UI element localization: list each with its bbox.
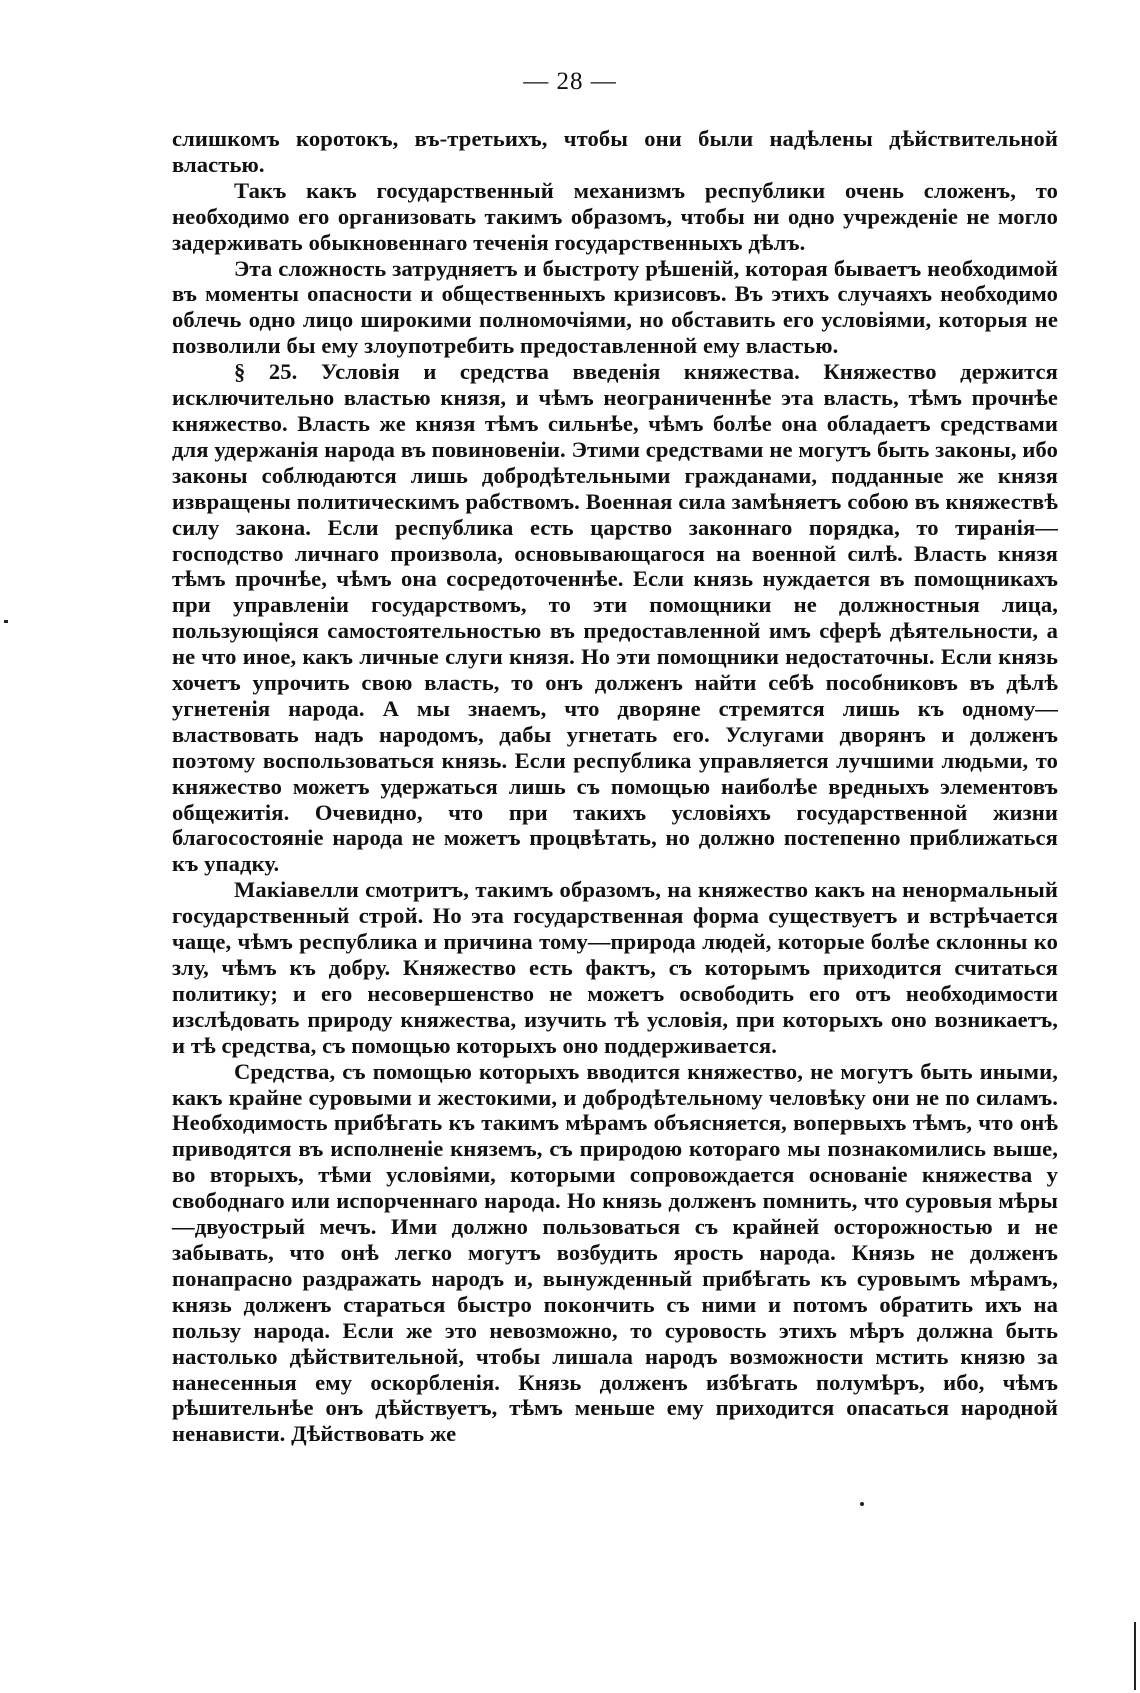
paragraph-5: Макіавелли смотритъ, такимъ образомъ, на княжество какъ на ненормальный государственный строй. Но эта государственная форма существуетъ и встрѣчается чаще, чѣмъ республика и причина тому—природа людей, которые болѣе склонны ко злу, чѣмъ къ добру. Княжество есть фактъ, съ которымъ приходится считаться политику; и его несовершенство не можетъ освободить его отъ необходимости изслѣдовать природу княжества, изучить тѣ условія, при которыхъ оно возникаетъ, и тѣ средства, съ помощью которыхъ оно поддерживается. <box>172 877 1058 1058</box>
section-number: § 25. <box>234 359 298 385</box>
text-body <box>172 126 1058 1447</box>
section-body: Княжество держится исключительно властью князя, и чѣмъ неограниченнѣе эта власть, тѣмъ прочнѣе княжество. Власть же князя тѣмъ сильнѣе, чѣмъ болѣе она обладаетъ средствами для удержанія народа въ повиновеніи. Этими средствами не могутъ быть законы, ибо законы соблюдаются лишь добродѣтельными гражданами, подданные же князя извращены политическимъ рабствомъ. Военная сила замѣняетъ собою въ княжествѣ силу закона. Если республика есть царство законнаго порядка, то тиранія—господство личнаго произвола, основывающагося на военной силѣ. Власть князя тѣмъ прочнѣе, чѣмъ она сосредоточеннѣе. Если князь нуждается въ помощникахъ при управленіи государствомъ, то эти помощники не должностныя лица, пользующіяся самостоятельностью въ предоставленной имъ сферѣ дѣятельности, а не что иное, какъ личные слуги князя. Но эти помощники недостаточны. Если князь хочетъ упрочить свою власть, то онъ долженъ найти себѣ пособниковъ въ дѣлѣ угнетенія народа. А мы знаемъ, что дворяне стремятся лишь къ одному—властвовать надъ народомъ, дабы угнетать его. Услугами дворянъ и долженъ поэтому воспользоваться князь. Если республика управляется лучшими людьми, то княжество можетъ удержаться лишь съ помощью наиболѣе вредныхъ элементовъ общежитія. Очевидно, что при такихъ условіяхъ государственной жизни благосостояніе народа не можетъ процвѣтать, но должно постепенно приближаться къ упадку. <box>172 359 1059 877</box>
scan-edge-mark-right <box>1134 1622 1136 1690</box>
paragraph-section-25 <box>172 359 1058 877</box>
paragraph-6: Средства, съ помощью которыхъ вводится княжество, не могутъ быть иными, какъ крайне суровыми и жестокими, и добродѣтельному человѣку они не по силамъ. Необходимость прибѣгать къ такимъ мѣрамъ объясняется, вопервыхъ тѣмъ, что онѣ приводятся въ исполненіе княземъ, съ природою котораго мы познакомились выше, во вторыхъ, тѣми условіями, которыми сопровождается основаніе княжества у свободнаго или испорченнаго народа. Но князь долженъ помнить, что суровыя мѣры—двуострый мечъ. Ими должно пользоваться съ крайней осторожностью и не забывать, что онѣ легко могутъ возбудить ярость народа. Князь не долженъ понапрасно раздражать народъ и, вынужденный прибѣгать къ суровымъ мѣрамъ, князь долженъ стараться быстро покончить съ ними и потомъ обратить ихъ на пользу народа. Если же это невозможно, то суровость этихъ мѣръ должна быть настолько дѣйствительной, чтобы лишала народъ возможности мстить князю за нанесенныя ему оскорбленія. Князь долженъ избѣгать полумѣръ, ибо, чѣмъ рѣшительнѣе онъ дѣйствуетъ, тѣмъ меньше ему приходится опасаться народной ненависти. Дѣйствовать же <box>172 1058 1058 1447</box>
paragraph-2: Такъ какъ государственный механизмъ республики очень сложенъ, то необходимо его организовать такимъ образомъ, чтобы ни одно учрежденіе не могло задерживать обыкновеннаго теченія государственныхъ дѣлъ. <box>172 177 1058 255</box>
section-title: Условія и средства введенія княжества. <box>320 359 800 385</box>
scan-speck-bottom <box>860 1502 864 1506</box>
scan-speck-left <box>4 620 8 623</box>
paragraph-3: Эта сложность затрудняетъ и быстроту рѣшеній, которая бываетъ необходимой въ моменты опасности и общественныхъ кризисовъ. Въ этихъ случаяхъ необходимо облечь одно лицо широкими полномочіями, но обставить его условіями, которыя не позволили бы ему злоупотребить предоставленной ему властью. <box>172 255 1058 359</box>
paragraph-1: слишкомъ коротокъ, въ-третьихъ, чтобы они были надѣлены дѣйствительной властью. <box>172 126 1058 177</box>
page-number: — 28 — <box>523 68 617 95</box>
